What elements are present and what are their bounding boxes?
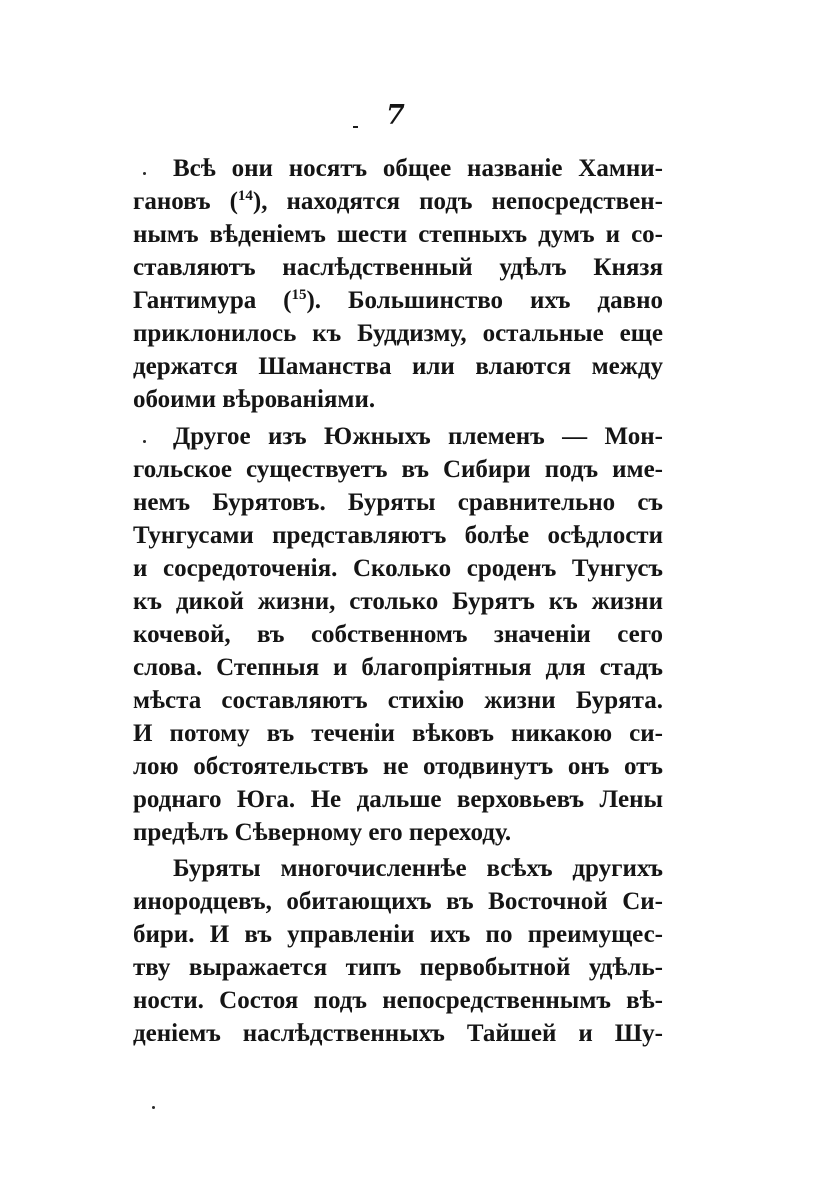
text-line xyxy=(133,816,663,850)
text-line xyxy=(133,618,663,652)
text-line xyxy=(133,1017,663,1051)
text-line xyxy=(133,383,663,417)
text-line xyxy=(133,885,663,919)
text-segment: обоими вѣрованіями. xyxy=(133,386,376,413)
text-segment: предѣлъ Сѣверному его переходу. xyxy=(133,819,512,846)
stray-dot xyxy=(152,1106,155,1109)
text-segment: Всѣ они носятъ общее названіе Хамни- xyxy=(173,155,663,182)
text-segment: роднаго Юга. Не дальше верховьевъ Лены xyxy=(133,786,663,813)
text-line xyxy=(133,552,663,586)
text-line xyxy=(133,750,663,784)
text-line xyxy=(133,918,663,952)
text-segment: Гантимура ( xyxy=(133,287,292,314)
text-line xyxy=(173,152,663,186)
text-segment: Другое изъ Южныхъ племенъ — Мон- xyxy=(173,423,663,450)
text-segment: Тунгусами представляютъ болѣе осѣдлости xyxy=(133,522,663,549)
text-segment: инородцевъ, обитающихъ въ Восточной Си- xyxy=(133,888,663,915)
text-line xyxy=(133,717,663,751)
text-line xyxy=(133,317,663,351)
text-segment: и сосредоточенія. Сколько сроденъ Тунгусъ xyxy=(133,555,663,582)
footnote-ref: 14 xyxy=(237,188,253,204)
text-segment: гановъ ( xyxy=(133,188,238,215)
text-line xyxy=(133,951,663,985)
text-line xyxy=(133,651,663,685)
text-line xyxy=(133,783,663,817)
text-segment: мѣста составляютъ стихію жизни Бурята. xyxy=(133,687,663,714)
text-segment: ). Большинство ихъ давно xyxy=(306,287,663,314)
text-segment: деніемъ наслѣдственныхъ Тайшей и Шу- xyxy=(133,1020,663,1047)
text-line xyxy=(133,185,663,219)
text-segment: немъ Бурятовъ. Буряты сравнительно съ xyxy=(133,489,663,516)
text-line xyxy=(133,350,663,384)
text-segment: бири. И въ управленіи ихъ по преимущес- xyxy=(133,921,663,948)
stray-dot xyxy=(143,172,146,175)
text-segment: слова. Степныя и благопріятныя для стадъ xyxy=(133,654,663,681)
text-line xyxy=(133,585,663,619)
text-segment: къ дикой жизни, столько Бурятъ къ жизни xyxy=(133,588,663,615)
text-line xyxy=(133,519,663,553)
text-segment: гольское существуетъ въ Сибири подъ име- xyxy=(133,456,663,483)
text-line xyxy=(133,251,663,285)
text-segment: ), находятся подъ непосредствен- xyxy=(252,188,663,215)
page-number: 7 xyxy=(386,100,405,131)
text-segment: кочевой, въ собственномъ значеніи сего xyxy=(133,621,663,648)
text-line xyxy=(133,453,663,487)
text-line xyxy=(133,284,663,318)
text-line xyxy=(133,984,663,1018)
text-line xyxy=(133,684,663,718)
text-segment: ставляютъ наслѣдственный удѣлъ Князя xyxy=(133,254,663,281)
stray-dot xyxy=(143,440,146,443)
text-line xyxy=(133,486,663,520)
text-line xyxy=(173,420,663,454)
text-segment: И потому въ теченіи вѣковъ никакою си- xyxy=(133,720,663,747)
text-segment: лою обстоятельствъ не отодвинутъ онъ отъ xyxy=(133,753,663,780)
text-segment: тву выражается типъ первобытной удѣль- xyxy=(133,954,663,981)
text-line xyxy=(133,218,663,252)
page-mark xyxy=(353,126,358,128)
footnote-ref: 15 xyxy=(291,287,307,303)
text-segment: Буряты многочисленнѣе всѣхъ другихъ xyxy=(173,855,663,882)
text-segment: приклонилось къ Буддизму, остальные еще xyxy=(133,320,663,347)
text-segment: держатся Шаманства или влаются между xyxy=(133,353,663,380)
text-segment: нымъ вѣденіемъ шести степныхъ думъ и со- xyxy=(133,221,663,248)
text-segment: ности. Состоя подъ непосредственнымъ вѣ- xyxy=(133,987,663,1014)
text-line xyxy=(173,852,663,886)
